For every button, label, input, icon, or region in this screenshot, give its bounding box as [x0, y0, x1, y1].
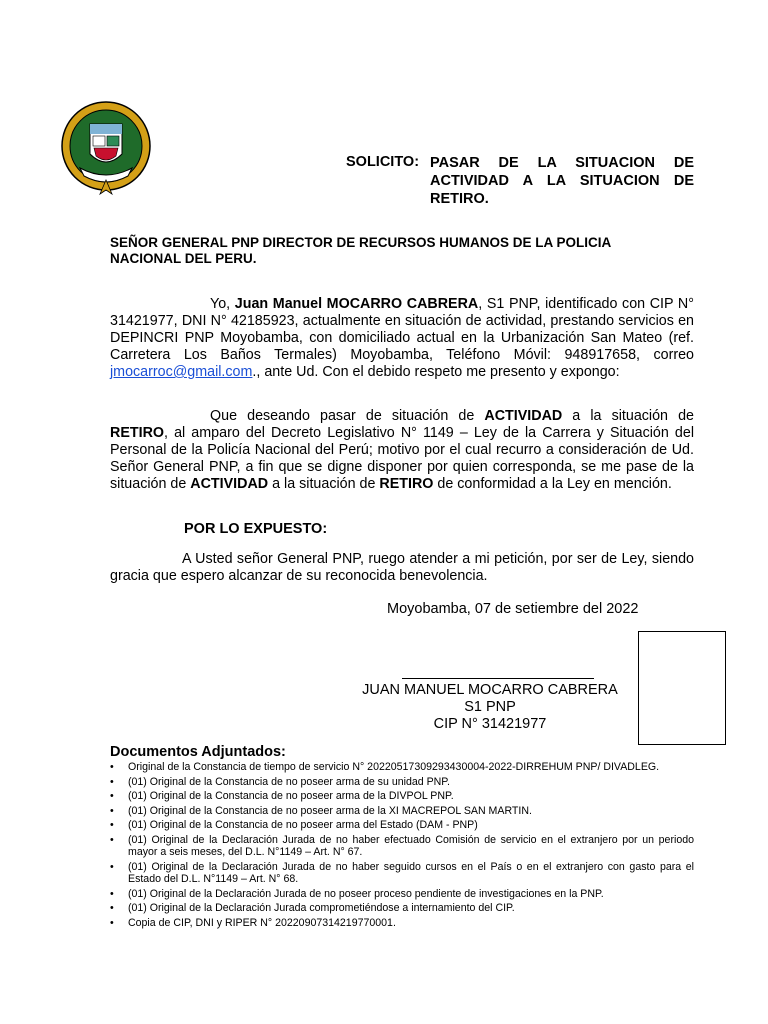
photo-box	[638, 631, 726, 745]
bold-actividad: ACTIVIDAD	[484, 408, 563, 424]
list-item	[110, 902, 694, 915]
recipient-heading: SEÑOR GENERAL PNP DIRECTOR DE RECURSOS HUMANOS DE LA POLICIA NACIONAL DEL PERU.	[110, 235, 611, 266]
intro-text-1: , S1 PNP, identificado con CIP N° 31421977, DNI N° 42185923, actualmente en situación de actividad, prestando servicios en DEPINCRI PNP Moyobamba, con domiciliado actual en la Urbanización San Mateo (ref. Carretera Los Baños Termales) Moyobamba, Teléfono Móvil: 948917658, correo	[110, 296, 694, 363]
list-item-text: (01) Original de la Constancia de no poseer arma de la DIVPOL PNP.	[128, 790, 454, 802]
documents-list	[110, 761, 694, 931]
list-item	[110, 776, 694, 789]
closing-text: A Usted señor General PNP, ruego atender a mi petición, por ser de Ley, siendo gracia que espero alcanzar de su reconocida benevolencia.	[110, 551, 694, 584]
list-item	[110, 888, 694, 901]
list-item	[110, 805, 694, 818]
list-item-text: (01) Original de la Declaración Jurada comprometiéndose a internamiento del CIP.	[128, 902, 515, 914]
list-item	[110, 819, 694, 832]
por-lo-expuesto-heading: POR LO EXPUESTO:	[184, 521, 328, 537]
bold-retiro: RETIRO	[379, 476, 434, 492]
intro-yo: Yo,	[210, 296, 231, 312]
request-text-3: , al amparo del Decreto Legislativo N° 1149 – Ley de la Carrera y Situación del Personal de la Policía Nacional del Perú; motivo por el cual recurro a consideración de Ud. Señor General PNP, a fin que se digne disponer por quien corresponda, se me pase de la situación de	[110, 425, 694, 492]
bold-retiro: RETIRO	[110, 425, 165, 441]
list-item-text: (01) Original de la Declaración Jurada de no poseer proceso pendiente de investigaciones en la PNP.	[128, 887, 604, 900]
bullet-icon: •	[110, 804, 114, 817]
list-item-text: (01) Original de la Declaración Jurada de no haber seguido cursos en el País o en el extranjero con gasto para el Estado del D.L. N°1149 – Art. N° 68.	[128, 860, 694, 885]
applicant-name: Juan Manuel MOCARRO CABRERA	[234, 296, 479, 312]
signature-block	[352, 682, 628, 733]
request-text-1: Que deseando pasar de situación de	[210, 408, 485, 424]
closing-paragraph	[110, 551, 694, 585]
solicito-label: SOLICITO:	[346, 154, 420, 170]
signer-name: JUAN MANUEL MOCARRO CABRERA	[362, 682, 618, 698]
signer-cip: CIP N° 31421977	[433, 716, 547, 732]
list-item-text: Copia de CIP, DNI y RIPER N° 20220907314219770001.	[128, 916, 396, 929]
list-item	[110, 917, 694, 930]
signer-rank: S1 PNP	[464, 699, 516, 715]
list-item	[110, 861, 694, 886]
bold-actividad: ACTIVIDAD	[190, 476, 269, 492]
request-text-2: a la situación de	[562, 408, 694, 424]
list-item	[110, 761, 694, 774]
bullet-icon: •	[110, 790, 114, 802]
place-date: Moyobamba, 07 de setiembre del 2022	[387, 601, 639, 617]
request-paragraph	[110, 408, 694, 493]
solicito-subject: PASAR DE LA SITUACION DE ACTIVIDAD A LA SITUACION DE RETIRO.	[430, 155, 694, 207]
request-text-5: de conformidad a la Ley en mención.	[433, 476, 672, 492]
request-text-4: a la situación de	[268, 476, 380, 492]
bullet-icon: •	[110, 887, 114, 900]
signature-line	[402, 678, 594, 679]
documents-title: Documentos Adjuntados:	[110, 744, 286, 760]
list-item	[110, 834, 694, 859]
intro-paragraph	[110, 296, 694, 381]
list-item-text: (01) Original de la Constancia de no poseer arma de su unidad PNP.	[128, 775, 450, 788]
list-item-text: (01) Original de la Declaración Jurada de no haber efectuado Comisión de servicio en el extranjero por un periodo mayor a seis meses, del D.L. N°1149 – Art. N° 67.	[128, 833, 694, 858]
bullet-icon: •	[110, 775, 114, 788]
bullet-icon: •	[110, 761, 114, 773]
bullet-icon: •	[110, 860, 114, 873]
list-item	[110, 790, 694, 803]
police-seal-icon	[56, 98, 156, 198]
bullet-icon: •	[110, 916, 114, 929]
bullet-icon: •	[110, 833, 114, 846]
bullet-icon: •	[110, 819, 114, 831]
list-item-text: (01) Original de la Constancia de no poseer arma del Estado (DAM - PNP)	[128, 819, 478, 831]
email-link[interactable]: jmocarroc@gmail.com	[110, 364, 253, 380]
list-item-text: (01) Original de la Constancia de no poseer arma de la XI MACREPOL SAN MARTIN.	[128, 804, 532, 817]
list-item-text: Original de la Constancia de tiempo de servicio N° 20220517309293430004-2022-DIRREHUM PNP/ DIVADLEG.	[128, 761, 660, 773]
intro-text-2: ., ante Ud. Con el debido respeto me presento y expongo:	[252, 364, 620, 380]
bullet-icon: •	[110, 902, 114, 914]
